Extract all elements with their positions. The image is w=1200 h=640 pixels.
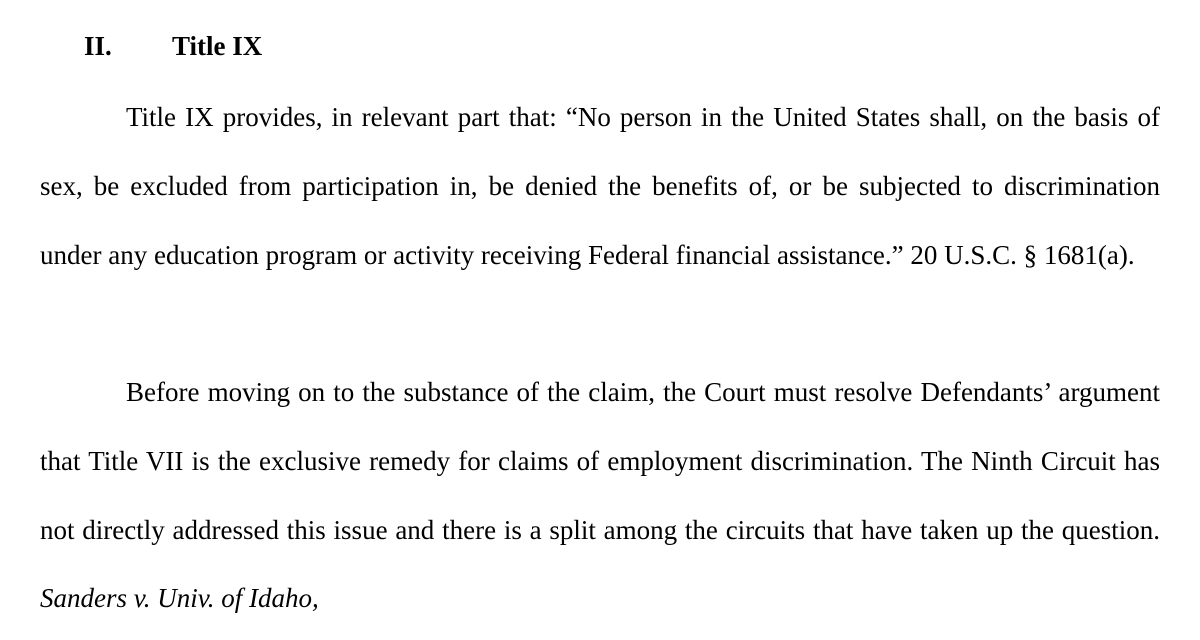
paragraph-1-text: Title IX provides, in relevant part that: “No person in the United States shall, on the basis of sex, be excluded from participation in, be denied the benefits of, or be subjected to discrimination under any education program or activity receiving Federal financial assistance.” 20 U.S.C. § 1681(a). bbox=[40, 102, 1160, 270]
section-title: Title IX bbox=[172, 31, 263, 61]
section-heading bbox=[84, 26, 262, 66]
paragraph-2-text: Before moving on to the substance of the claim, the Court must resolve Defendants’ argument that Title VII is the exclusive remedy for claims of employment discrimination. The Ninth Circuit has not directly addressed this issue and there is a split among the circuits that have taken up the question. bbox=[40, 377, 1160, 545]
paragraph-exclusive-remedy bbox=[40, 358, 1160, 633]
section-number: II. bbox=[84, 31, 112, 61]
case-citation: Sanders v. Univ. of Idaho, bbox=[40, 583, 319, 614]
paragraph-title-ix-text bbox=[40, 83, 1160, 289]
